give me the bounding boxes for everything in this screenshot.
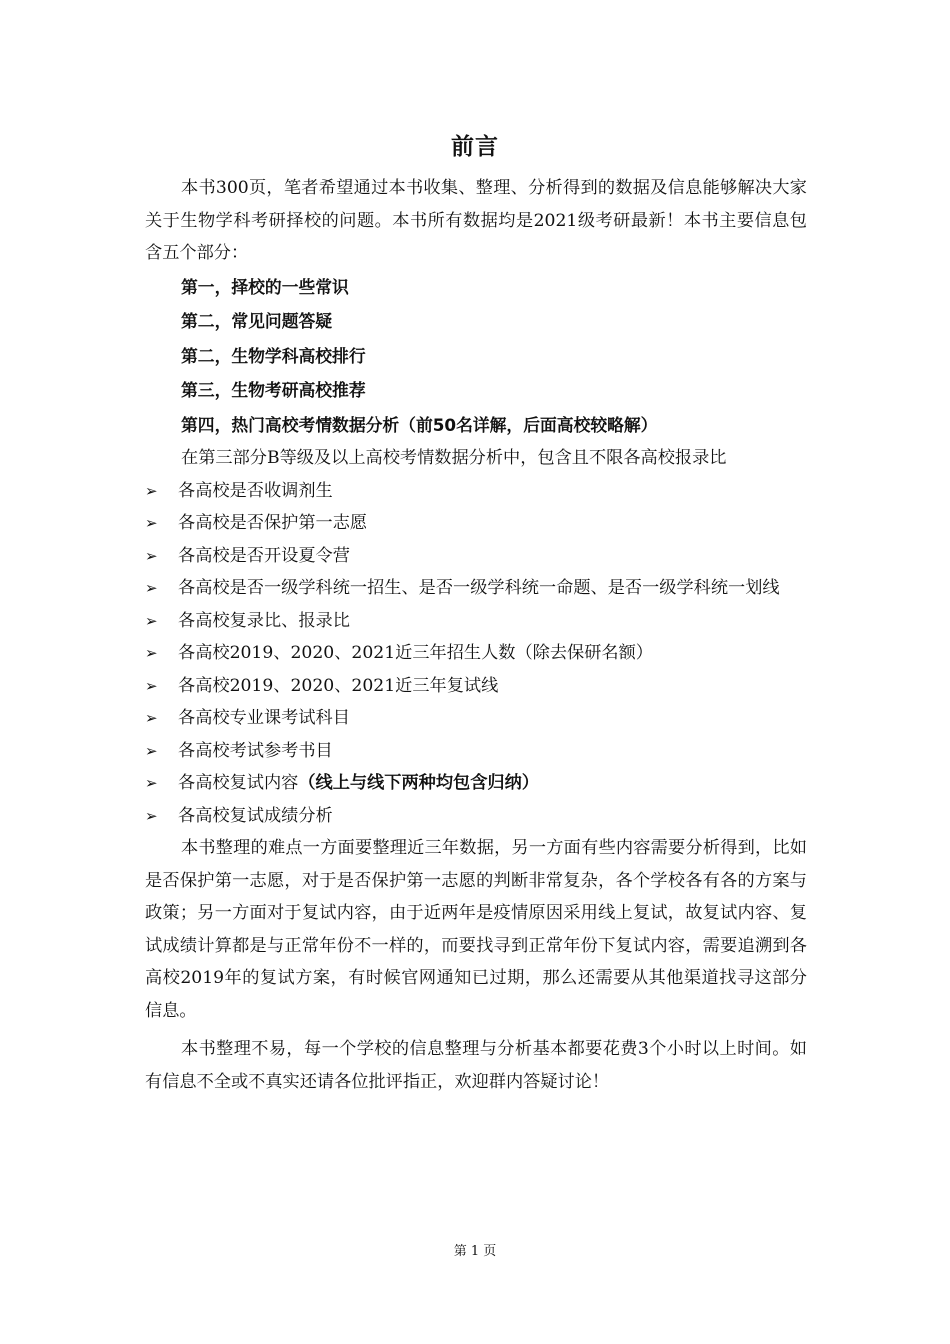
list-item-text: 各高校复录比、报录比 <box>178 610 350 631</box>
list-item-text: 各高校是否保护第一志愿 <box>178 513 368 533</box>
arrow-bullet-icon: ➢ <box>145 579 158 597</box>
arrow-bullet-icon: ➢ <box>145 676 158 695</box>
list-item <box>145 800 807 833</box>
analysis-intro-paragraph: 在第三部分B等级及以上高校考情数据分析中，包含且不限各高校报录比 <box>181 448 727 468</box>
list-item-text: 各高校是否开设夏令营 <box>178 545 350 566</box>
list-item <box>145 475 807 508</box>
section-list <box>145 270 807 443</box>
section-item: 第二，生物学科高校排行 <box>181 345 366 366</box>
list-item-text: 各高校2019、2020、2021近三年招生人数（除去保研名额） <box>178 643 653 663</box>
closing-paragraph: 本书整理不易，每一个学校的信息整理与分析基本都要花费3个小时以上时间。如有信息不全或不真实还请各位批评指正，欢迎群内答疑讨论！ <box>145 1039 807 1092</box>
list-item <box>145 702 807 735</box>
arrow-bullet-icon: ➢ <box>145 514 158 532</box>
section-item: 第二，常见问题答疑 <box>181 311 333 331</box>
list-item-text: 各高校专业课考试科目 <box>178 708 350 728</box>
list-item-bold-text: （线上与线下两种均包含归纳） <box>298 773 539 793</box>
list-item <box>145 540 807 573</box>
list-item-text: 各高校是否收调剂生 <box>178 480 333 501</box>
section-item: 第四，热门高校考情数据分析（前50名详解，后面高校较略解） <box>181 414 658 435</box>
arrow-bullet-icon: ➢ <box>145 741 158 760</box>
document-body <box>145 172 807 1098</box>
page-title: 前言 <box>451 134 499 160</box>
list-item-text: 各高校考试参考书目 <box>178 740 333 761</box>
list-item-text: 各高校复试成绩分析 <box>178 805 333 826</box>
arrow-bullet-icon: ➢ <box>145 774 158 792</box>
list-item-text: 各高校复试内容 <box>178 773 299 793</box>
section-item: 第三，生物考研高校推荐 <box>181 380 366 400</box>
list-item <box>145 767 807 800</box>
arrow-bullet-icon: ➢ <box>145 709 158 727</box>
list-item <box>145 507 807 540</box>
list-item <box>145 637 807 670</box>
difficulty-paragraph: 本书整理的难点一方面要整理近三年数据，另一方面有些内容需要分析得到，比如是否保护第一志愿，对于是否保护第一志愿的判断非常复杂，各个学校各有各的方案与政策；另一方面对于复试内容，由于近两年是疫情原因采用线上复试，故复试内容、复试成绩计算都是与正常年份不一样的，而要找寻到正常年份下复试内容，需要追溯到各高校2019年的复试方案，有时候官网通知已过期，那么还需要从其他渠道找寻这部分信息。 <box>145 838 807 1021</box>
page-number-footer: 第 1 页 <box>453 1244 497 1259</box>
bullet-list <box>145 475 807 833</box>
list-item-text: 各高校是否一级学科统一招生、是否一级学科统一命题、是否一级学科统一划线 <box>178 578 780 598</box>
arrow-bullet-icon: ➢ <box>145 611 158 630</box>
intro-paragraph: 本书300页，笔者希望通过本书收集、整理、分析得到的数据及信息能够解决大家关于生物学科考研择校的问题。本书所有数据均是2021级考研最新！本书主要信息包含五个部分： <box>145 178 807 263</box>
list-item <box>145 572 807 605</box>
section-item: 第一，择校的一些常识 <box>181 276 349 297</box>
arrow-bullet-icon: ➢ <box>145 546 158 565</box>
list-item <box>145 605 807 638</box>
arrow-bullet-icon: ➢ <box>145 644 158 662</box>
arrow-bullet-icon: ➢ <box>145 806 158 825</box>
list-item <box>145 735 807 768</box>
list-item-text: 各高校2019、2020、2021近三年复试线 <box>178 675 499 696</box>
arrow-bullet-icon: ➢ <box>145 481 158 500</box>
list-item <box>145 670 807 703</box>
